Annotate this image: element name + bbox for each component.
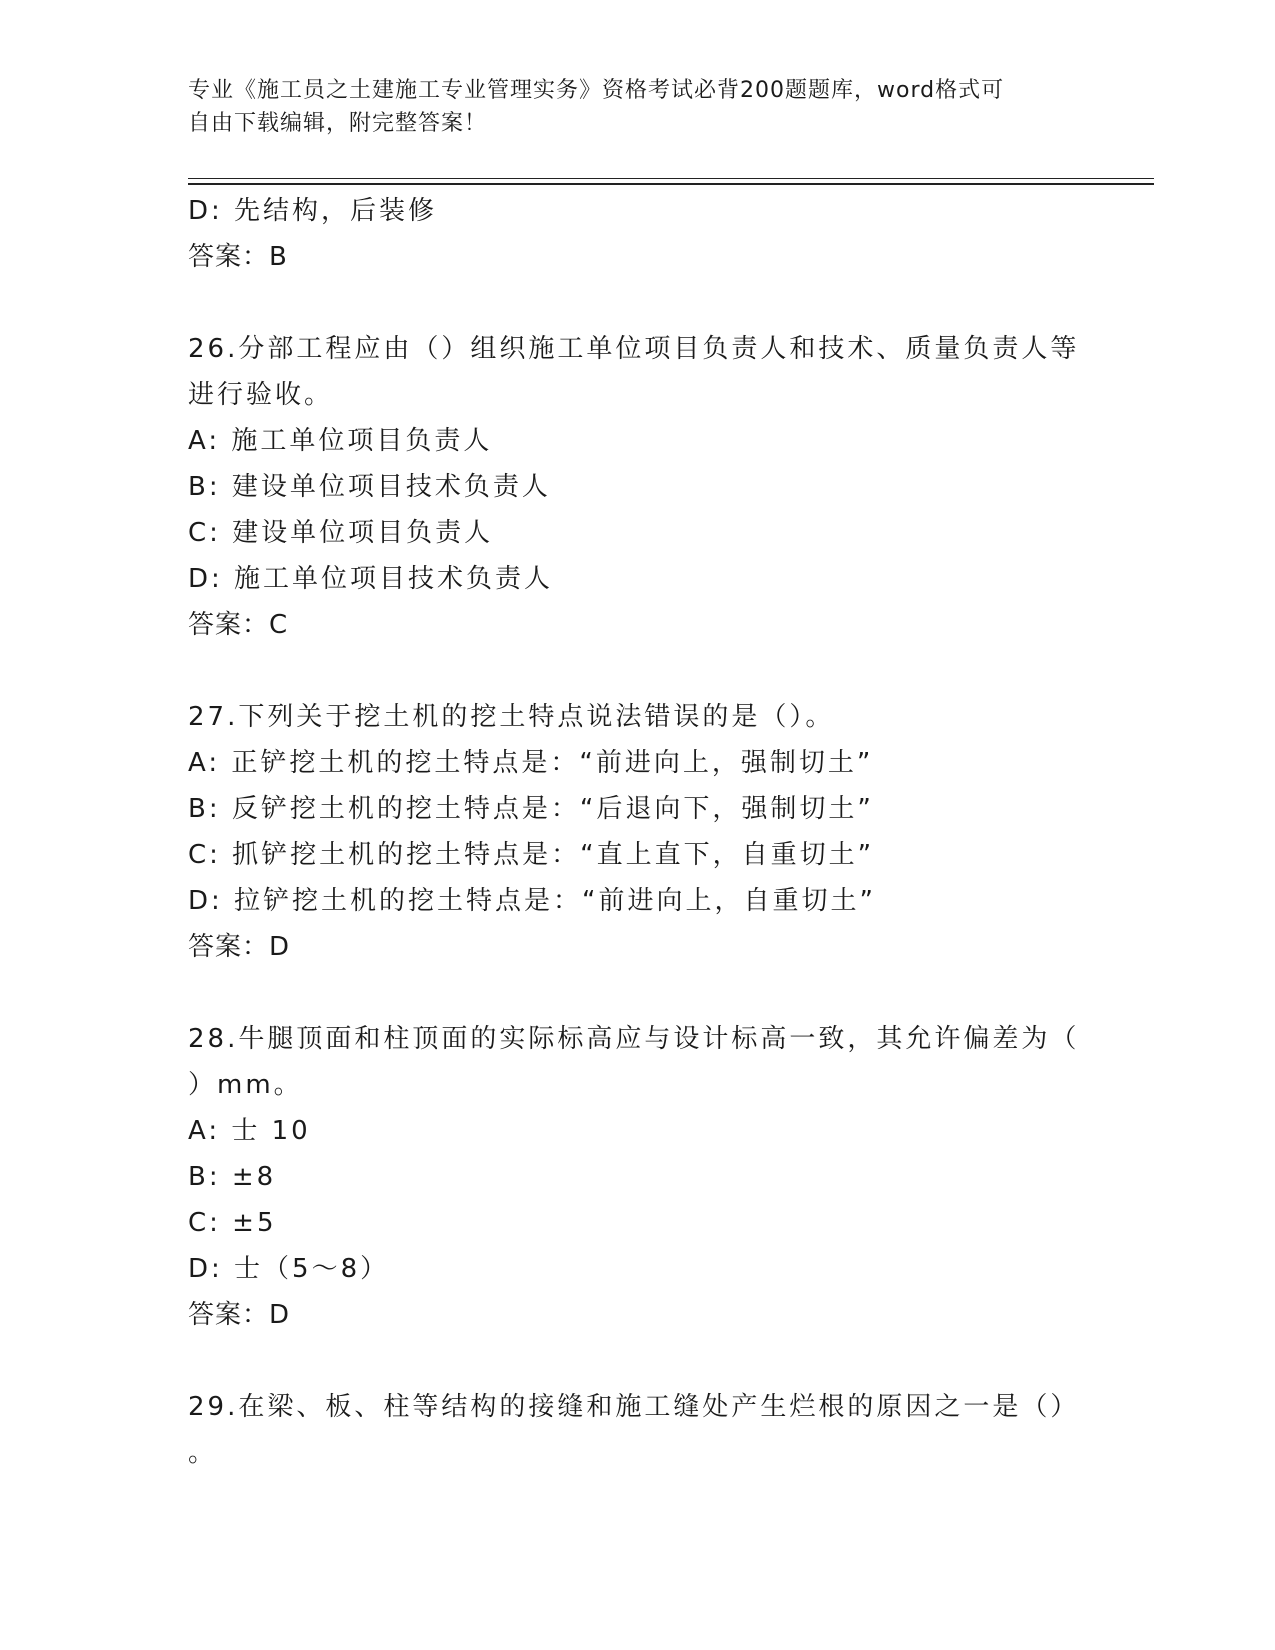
header-divider-thick — [188, 183, 1154, 185]
q28-stem-line-1: 28.牛腿顶面和柱顶面的实际标高应与设计标高一致，其允许偏差为（ — [188, 1024, 1080, 1054]
q28-option-a: A: 士 10 — [188, 1116, 311, 1146]
q26-answer: 答案：C — [188, 610, 289, 640]
q28-option-d: D: 士（5～8） — [188, 1254, 390, 1284]
q25-option-d: D: 先结构，后装修 — [188, 196, 438, 226]
q26-option-a: A: 施工单位项目负责人 — [188, 426, 493, 456]
q27-option-c: C: 抓铲挖土机的挖土特点是：“直上直下，自重切土” — [188, 840, 875, 870]
header-line-2: 自由下载编辑，附完整答案！ — [188, 111, 488, 136]
q27-answer: 答案：D — [188, 932, 291, 962]
q26-stem-line-2: 进行验收。 — [188, 380, 334, 410]
q28-option-b: B: ±8 — [188, 1162, 277, 1192]
q28-stem-line-2: ）mm。 — [188, 1070, 303, 1100]
q27-option-a: A: 正铲挖土机的挖土特点是：“前进向上，强制切土” — [188, 748, 874, 778]
q26-stem-line-1: 26.分部工程应由（）组织施工单位项目负责人和技术、质量负责人等 — [188, 334, 1080, 364]
q27-option-b: B: 反铲挖土机的挖土特点是：“后退向下，强制切土” — [188, 794, 874, 824]
q26-option-d: D: 施工单位项目技术负责人 — [188, 564, 554, 594]
q29-stem-line-1: 29.在梁、板、柱等结构的接缝和施工缝处产生烂根的原因之一是（） — [188, 1392, 1080, 1422]
header-line-1: 专业《施工员之土建施工专业管理实务》资格考试必背200题题库，word格式可 — [188, 78, 1005, 103]
q27-stem-line-1: 27.下列关于挖土机的挖土特点说法错误的是（）。 — [188, 702, 835, 732]
q29-stem-line-2: 。 — [188, 1438, 218, 1468]
q26-option-b: B: 建设单位项目技术负责人 — [188, 472, 551, 502]
question-list — [188, 188, 1088, 1476]
q28-answer: 答案：D — [188, 1300, 291, 1330]
document-header — [188, 74, 1068, 140]
q27-option-d: D: 拉铲挖土机的挖土特点是：“前进向上，自重切土” — [188, 886, 876, 916]
q26-option-c: C: 建设单位项目负责人 — [188, 518, 494, 548]
header-divider-thin — [188, 178, 1154, 179]
q28-option-c: C: ±5 — [188, 1208, 277, 1238]
q25-answer: 答案：B — [188, 242, 288, 272]
